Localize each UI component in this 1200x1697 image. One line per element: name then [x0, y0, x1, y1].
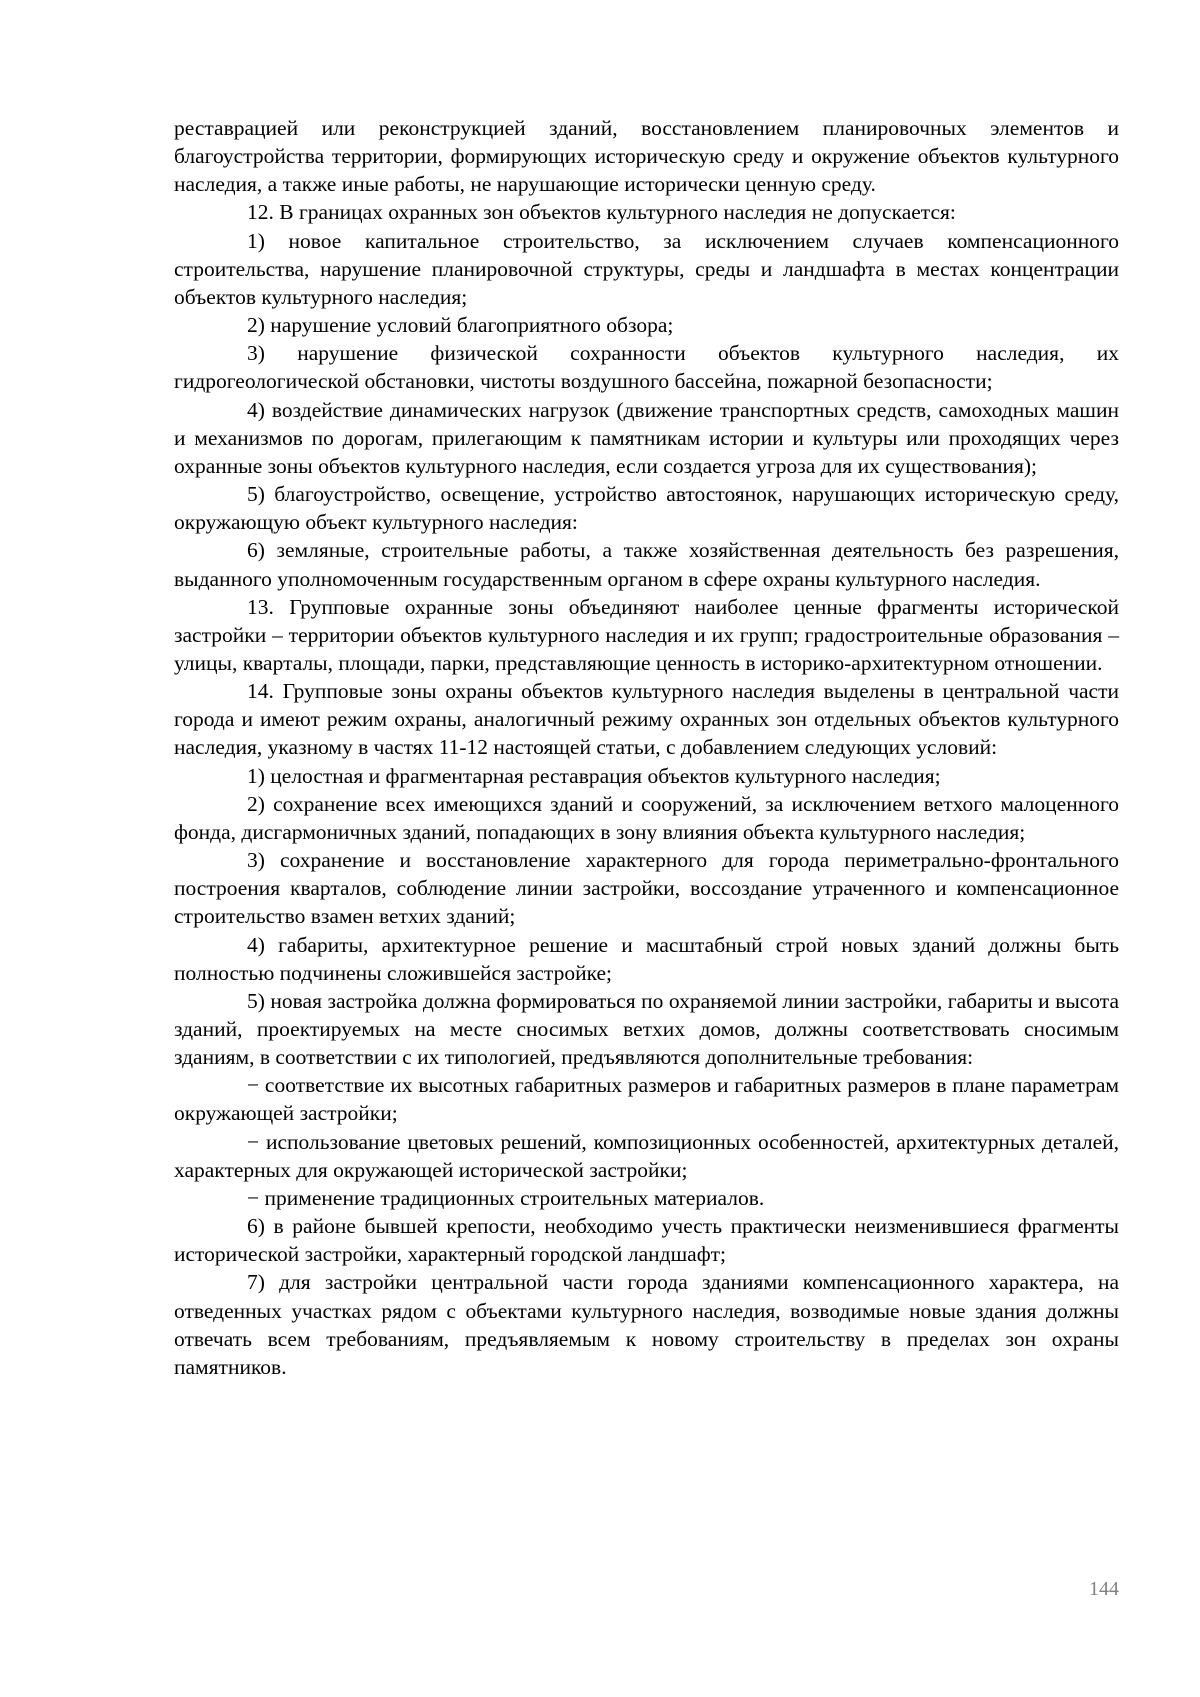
- paragraph-continuation: реставрацией или реконструкцией зданий, восстановлением планировочных элементов и благоустройства территории, формирующих историческую среду и окружение объектов культурного наследия, а также иные работы, не нарушающие исторически ценную среду.: [174, 116, 1119, 197]
- paragraph-clause-14-item-4: 4) габариты, архитектурное решение и масштабный строй новых зданий должны быть полностью подчинены сложившейся застройке;: [174, 932, 1119, 985]
- page-number: 144: [1089, 1578, 1119, 1600]
- paragraph-clause-12-item-4: 4) воздействие динамических нагрузок (движение транспортных средств, самоходных машин и механизмов по дорогам, прилегающим к памятникам истории и культуры или проходящих через охранные зоны объектов культурного наследия, если создается угроза для их существования);: [174, 397, 1119, 478]
- paragraph-clause-12-item-5: 5) благоустройство, освещение, устройство автостоянок, нарушающих историческую среду, окружающую объект культурного наследия:: [174, 482, 1119, 535]
- paragraph-requirement-1: − соответствие их высотных габаритных размеров и габаритных размеров в плане параметрам окружающей застройки;: [174, 1073, 1119, 1126]
- paragraph-clause-14-item-6: 6) в районе бывшей крепости, необходимо учесть практически неизменившиеся фрагменты исторической застройки, характерный городской ландшафт;: [174, 1214, 1119, 1267]
- paragraph-requirement-3: − применение традиционных строительных материалов.: [247, 1185, 765, 1210]
- paragraph-clause-12-item-6: 6) земляные, строительные работы, а также хозяйственная деятельность без разрешения, выданного уполномоченным государственным органом в сфере охраны культурного наследия.: [174, 538, 1119, 591]
- paragraph-clause-12-item-3: 3) нарушение физической сохранности объектов культурного наследия, их гидрогеологической обстановки, чистоты воздушного бассейна, пожарной безопасности;: [174, 341, 1119, 394]
- paragraph-requirement-2: − использование цветовых решений, композиционных особенностей, архитектурных деталей, характерных для окружающей исторической застройки;: [174, 1129, 1119, 1182]
- paragraph-clause-14: 14. Групповые зоны охраны объектов культурного наследия выделены в центральной части города и имеют режим охраны, аналогичный режиму охранных зон отдельных объектов культурного наследия, указному в частях 11-12 настоящей статьи, с добавлением следующих условий:: [174, 679, 1119, 760]
- paragraph-clause-12-item-2: 2) нарушение условий благоприятного обзора;: [247, 313, 674, 338]
- paragraph-clause-12-item-1: 1) новое капитальное строительство, за исключением случаев компенсационного строительства, нарушение планировочной структуры, среды и ландшафта в местах концентрации объектов культурного наследия;: [174, 228, 1119, 309]
- document-body: [174, 114, 1119, 1381]
- paragraph-clause-14-item-1: 1) целостная и фрагментарная реставрация объектов культурного наследия;: [247, 763, 941, 788]
- paragraph-clause-14-item-2: 2) сохранение всех имеющихся зданий и сооружений, за исключением ветхого малоценного фонда, дисгармоничных зданий, попадающих в зону влияния объекта культурного наследия;: [174, 791, 1119, 844]
- paragraph-clause-12: 12. В границах охранных зон объектов культурного наследия не допускается:: [247, 200, 956, 225]
- paragraph-clause-14-item-5: 5) новая застройка должна формироваться по охраняемой линии застройки, габариты и высота зданий, проектируемых на месте сносимых ветхих домов, должны соответствовать сносимым зданиям, в соответствии с их типологией, предъявляются дополнительные требования:: [174, 988, 1119, 1070]
- paragraph-clause-13: 13. Групповые охранные зоны объединяют наиболее ценные фрагменты исторической застройки – территории объектов культурного наследия и их групп; градостроительные образования – улицы, кварталы, площади, парки, представляющие ценность в историко-архитектурном отношении.: [174, 594, 1119, 675]
- paragraph-clause-14-item-3: 3) сохранение и восстановление характерного для города периметрально-фронтального построения кварталов, соблюдение линии застройки, воссоздание утраченного и компенсационное строительство взамен ветхих зданий;: [174, 848, 1119, 929]
- paragraph-clause-14-item-7: 7) для застройки центральной части города зданиями компенсационного характера, на отведенных участках рядом с объектами культурного наследия, возводимые новые здания должны отвечать всем требованиям, предъявляемым к новому строительству в пределах зон охраны памятников.: [174, 1270, 1119, 1379]
